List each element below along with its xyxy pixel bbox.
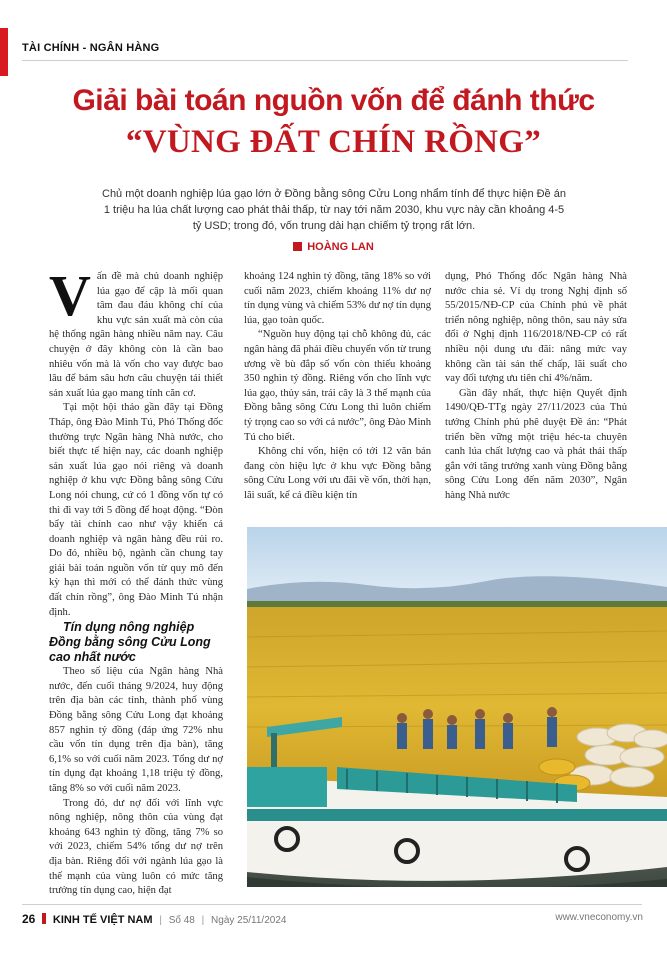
section-divider xyxy=(22,60,628,61)
page-number: 26 xyxy=(22,912,36,926)
dropcap: V xyxy=(49,263,91,328)
byline xyxy=(0,241,667,253)
footer-divider xyxy=(22,904,642,905)
paragraph: Theo số liệu của Ngân hàng Nhà nước, đến cuối tháng 9/2024, huy động trên địa bàn các tỉnh, thành phố vùng Đồng bằng sông Cửu Long đạt khoảng 857 nghìn tỷ đồng (đáp ứng 72% nhu cầu vốn tín dụng trên địa bàn), tăng 6,1% so với cuối năm 2023. Tổng dư nợ tín dụng đạt khoảng 1,18 triệu tỷ đồng, tăng 8% so với cuối năm 2023. xyxy=(49,666,223,794)
paragraph: dụng, Phó Thống đốc Ngân hàng Nhà nước chia sẻ. Ví dụ trong Nghị định số 55/2015/NĐ-CP của Chính phủ về phát triển nông nghiệp, nông thôn, sau này sửa đổi ở Nghị định 116/2018/NĐ-CP có rất nhiều nội dung ưu đãi: nâng mức vay không cần tài sản thế chấp, lãi suất cho vay đối tượng ưu tiên chỉ 4%/năm. xyxy=(445,271,627,385)
paragraph: “Nguồn huy động tại chỗ không đủ, các ngân hàng đã phải điều chuyển vốn từ trung ương về bù đắp số vốn còn thiếu khoảng 350 nghìn tỷ đồng. Riêng vốn cho lĩnh vực lúa gạo, thủy sản, trái cây là 3 thế mạnh của Đồng bằng sông Cửu Long thì luôn chiếm tỷ trọng cao so với cả nước”, ông Đào Minh Tú cho biết. xyxy=(244,329,431,443)
rice-harvest-photo xyxy=(247,527,667,887)
footer-separator: | xyxy=(159,915,162,926)
footer-marker xyxy=(42,913,46,924)
website: www.vneconomy.vn xyxy=(555,912,643,923)
author-name: HOÀNG LAN xyxy=(307,241,374,253)
subheading: Tín dụng nông nghiệp Đồng bằng sông Cửu Long cao nhất nước xyxy=(49,620,211,665)
article-column-1 xyxy=(49,263,223,899)
section-label: TÀI CHÍNH - NGÂN HÀNG xyxy=(22,42,160,54)
footer-left xyxy=(22,912,286,926)
headline-line-1: Giải bài toán nguồn vốn để đánh thức xyxy=(72,84,595,117)
issue-number: Số 48 xyxy=(168,915,195,926)
headline-line-2: “VÙNG ĐẤT CHÍN RỒNG” xyxy=(125,124,542,160)
paragraph: Trong đó, dư nợ đối với lĩnh vực nông nghiệp, nông thôn của vùng đạt khoảng 643 nghìn tỷ đồng, tăng 7% so với 2023, chiếm 54% tổng dư nợ trên địa bàn. Riêng đối với ngành lúa gạo là thế mạnh của vùng luôn có mức tăng trưởng tín dụng cao, hiện đạt xyxy=(49,797,223,897)
paragraph: Tại một hội thảo gần đây tại Đồng Tháp, ông Đào Minh Tú, Phó Thống đốc thường trực Ngân hàng Nhà nước, cho biết thực tế hiện nay, các doanh nghiệp sản xuất lúa gạo nói riêng và doanh nghiệp ở khu vực Đồng bằng sông Cửu Long nói chung, cứ có 1 đồng vốn tự có thì đi vay tới 5 đồng để hoạt động. “Đòn bẩy tài chính cao như vậy khiến cả doanh nghiệp và ngân hàng đều rủi ro. Do đó, nhiều bộ, ngành cần chung tay giải bài toán nguồn vốn từ quy mô đến kỳ hạn thì mới có thể đánh thức vùng đất chín rồng”, ông Đào Minh Tú nhận định. xyxy=(49,402,223,618)
article-column-3 xyxy=(445,270,627,504)
paragraph: khoảng 124 nghìn tỷ đồng, tăng 18% so với cuối năm 2023, chiếm khoảng 11% dư nợ tín dụng vùng và chiếm 53% dư nợ tín dụng lúa, gạo toàn quốc. xyxy=(244,271,432,326)
pen-icon xyxy=(293,242,302,251)
section-marker xyxy=(0,28,8,76)
issue-date: Ngày 25/11/2024 xyxy=(211,915,287,926)
footer-separator: | xyxy=(201,915,205,926)
article-lead: Chủ một doanh nghiệp lúa gạo lớn ở Đồng bằng sông Cửu Long nhẩm tính để thực hiện Đề án 1 triệu ha lúa chất lượng cao phát thải thấp, từ nay tới năm 2030, khu vực này cần khoảng 4-5 tỷ USD; trong đó, vốn trung dài hạn chiếm tỷ trọng rất lớn. xyxy=(102,188,566,232)
paragraph: Vấn đề mà chủ doanh nghiệp lúa gạo để cập là mối quan tâm đau đáu không chỉ của khu vực sản xuất mà còn của hệ thống ngân hàng nhiều năm nay. Câu chuyện ở đây không còn là cần bao nhiêu vốn mà là vốn cho vay được bao lâu để bám sâu hơn câu chuyện tái thiết sản xuất lúa gạo mang tính căn cơ. xyxy=(49,263,223,399)
article-column-2 xyxy=(244,270,431,504)
paragraph: Gần đây nhất, thực hiện Quyết định 1490/QĐ-TTg ngày 27/11/2023 của Thủ tướng Chính phủ phê duyệt Đề án: “Phát triển bền vững một triệu héc-ta chuyên canh lúa chất lượng cao và phát thải thấp gắn với tăng trưởng xanh vùng Đồng bằng sông Cửu Long đến năm 2030”, Ngân hàng Nhà nước xyxy=(445,387,627,501)
publication-name: KINH TẾ VIỆT NAM xyxy=(52,914,153,926)
paragraph: Không chỉ vốn, hiện có tới 12 văn bản đang còn hiệu lực ở khu vực Đồng bằng sông Cửu Long với ưu đãi về vốn, thời hạn, lãi suất, kể cả điều kiện tín xyxy=(244,446,431,501)
